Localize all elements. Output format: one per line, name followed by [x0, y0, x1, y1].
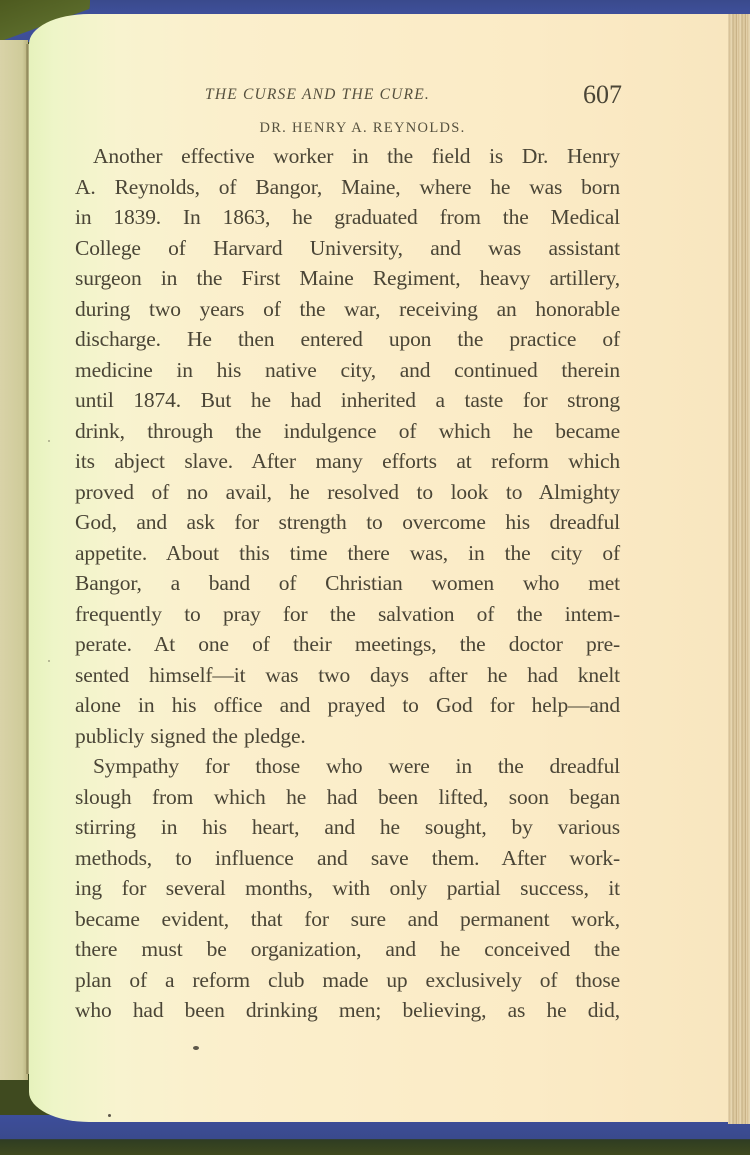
- text-line: Bangor, a band of Christian women who met: [75, 571, 620, 595]
- page-stack-edge: [728, 14, 750, 1124]
- text-line: drink, through the indulgence of which he became: [75, 418, 620, 443]
- text-line: medicine in his native city, and continued therein: [75, 357, 620, 382]
- text-line: methods, to influence and save them. After work-: [75, 845, 620, 870]
- text-line: A. Reynolds, of Bangor, Maine, where he was born: [75, 174, 620, 199]
- page-number: 607: [583, 80, 622, 109]
- text-line: its abject slave. After many efforts at reform which: [75, 449, 620, 473]
- text-line: sented himself—it was two days after he had knelt: [75, 662, 620, 687]
- text-line: Sympathy for those who were in the dreadful: [93, 754, 620, 778]
- text-line: plan of a reform club made up exclusively of those: [75, 967, 620, 992]
- page-text-block: [75, 78, 620, 1026]
- text-line: alone in his office and prayed to God for help—and: [75, 693, 620, 717]
- text-line: ing for several months, with only partial success, it: [75, 876, 620, 900]
- text-line: slough from which he had been lifted, soon began: [75, 784, 620, 809]
- text-line: discharge. He then entered upon the practice of: [75, 327, 620, 351]
- text-line: God, and ask for strength to overcome his dreadful: [75, 510, 620, 534]
- paragraph-1: [75, 141, 620, 751]
- facing-page-edge: [0, 40, 28, 1080]
- text-line: there must be organization, and he conceived the: [75, 937, 620, 961]
- running-head-title: THE CURSE AND THE CURE.: [205, 86, 430, 103]
- text-line: publicly signed the pledge.: [75, 723, 306, 748]
- ink-speck: [48, 440, 50, 442]
- running-head: [75, 78, 620, 118]
- text-line: Another effective worker in the field is Dr. Henry: [93, 144, 620, 168]
- page-gutter: [26, 44, 29, 1074]
- text-line: during two years of the war, receiving an honorable: [75, 296, 620, 321]
- text-line: College of Harvard University, and was assistant: [75, 235, 620, 260]
- text-line: in 1839. In 1863, he graduated from the Medical: [75, 205, 620, 229]
- text-line: frequently to pray for the salvation of the intem-: [75, 601, 620, 626]
- ink-speck: [108, 1114, 111, 1117]
- text-line: perate. At one of their meetings, the doctor pre-: [75, 632, 620, 656]
- paragraph-2: [75, 751, 620, 1026]
- text-line: surgeon in the First Maine Regiment, heavy artillery,: [75, 266, 620, 290]
- ink-speck: [193, 1046, 199, 1050]
- text-line: proved of no avail, he resolved to look to Almighty: [75, 479, 620, 504]
- text-line: who had been drinking men; believing, as he did,: [75, 998, 620, 1022]
- text-line: until 1874. But he had inherited a taste for strong: [75, 388, 620, 412]
- text-line: became evident, that for sure and permanent work,: [75, 906, 620, 931]
- section-heading: DR. HENRY A. REYNOLDS.: [259, 120, 466, 136]
- ink-speck: [48, 660, 50, 662]
- text-line: appetite. About this time there was, in the city of: [75, 540, 620, 565]
- text-line: stirring in his heart, and he sought, by various: [75, 815, 620, 839]
